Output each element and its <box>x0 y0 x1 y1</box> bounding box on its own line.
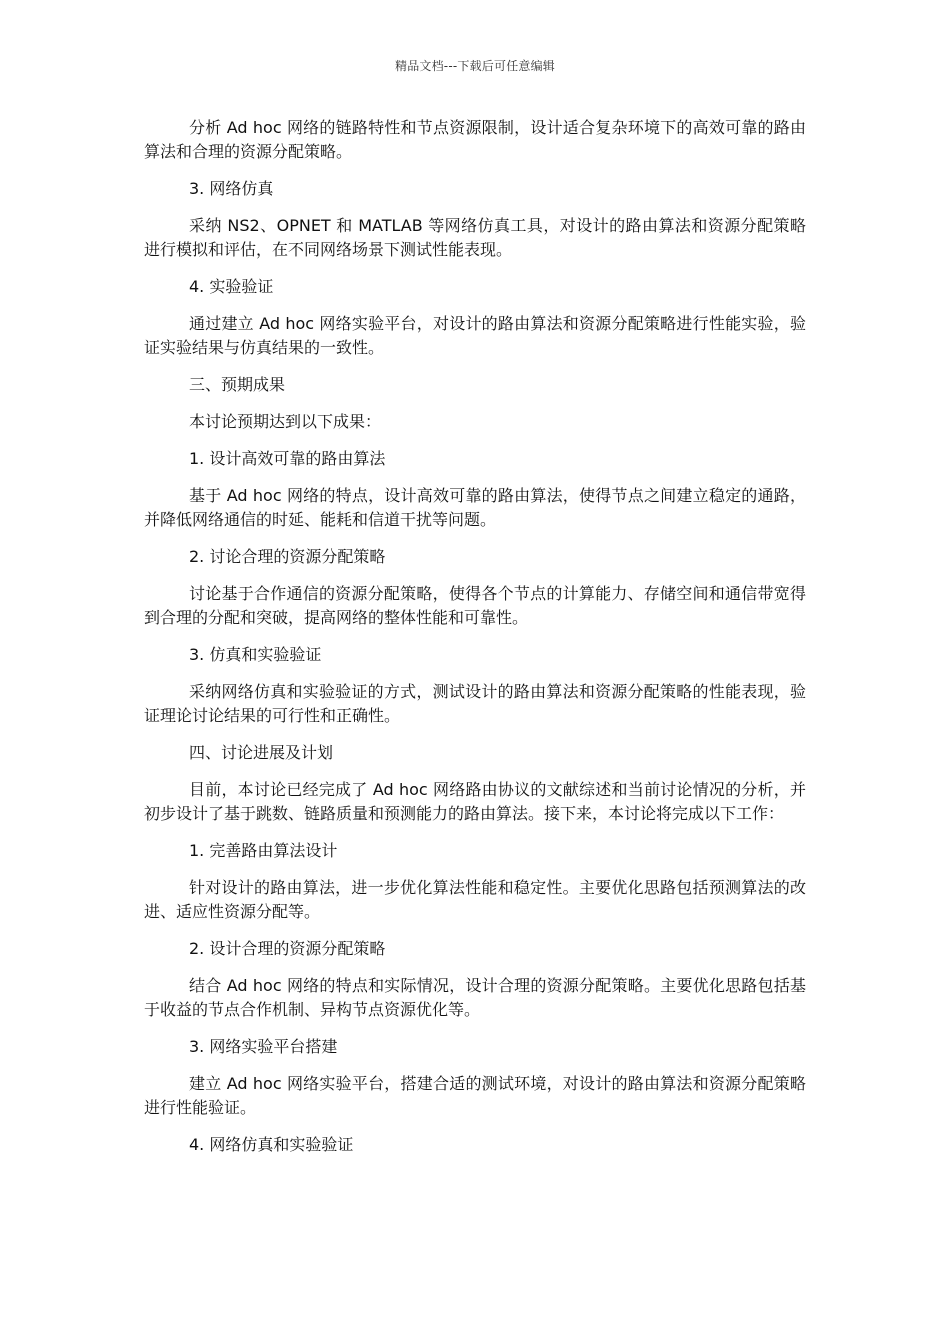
page-header: 精品文档---下载后可任意编辑 <box>395 59 555 73</box>
paragraph: 通过建立 Ad hoc 网络实验平台，对设计的路由算法和资源分配策略进行性能实验，验证实验结果与仿真结果的一致性。 <box>144 314 806 357</box>
paragraph: 采纳网络仿真和实验验证的方式，测试设计的路由算法和资源分配策略的性能表现，验证理论讨论结果的可行性和正确性。 <box>144 682 806 725</box>
section-heading: 4. 实验验证 <box>189 277 274 296</box>
section-heading: 2. 设计合理的资源分配策略 <box>189 939 386 958</box>
section-heading: 1. 设计高效可靠的路由算法 <box>189 449 386 468</box>
paragraph: 建立 Ad hoc 网络实验平台，搭建合适的测试环境，对设计的路由算法和资源分配策略进行性能验证。 <box>144 1074 806 1117</box>
paragraph: 结合 Ad hoc 网络的特点和实际情况，设计合理的资源分配策略。主要优化思路包括基于收益的节点合作机制、异构节点资源优化等。 <box>144 976 806 1019</box>
paragraph: 采纳 NS2、OPNET 和 MATLAB 等网络仿真工具，对设计的路由算法和资源分配策略进行模拟和评估，在不同网络场景下测试性能表现。 <box>144 216 806 259</box>
paragraph: 基于 Ad hoc 网络的特点，设计高效可靠的路由算法，使得节点之间建立稳定的通路，并降低网络通信的时延、能耗和信道干扰等问题。 <box>144 486 806 529</box>
paragraph: 分析 Ad hoc 网络的链路特性和节点资源限制，设计适合复杂环境下的高效可靠的路由算法和合理的资源分配策略。 <box>144 118 806 161</box>
paragraph: 目前，本讨论已经完成了 Ad hoc 网络路由协议的文献综述和当前讨论情况的分析，并初步设计了基于跳数、链路质量和预测能力的路由算法。接下来，本讨论将完成以下工作： <box>144 780 806 823</box>
section-heading: 1. 完善路由算法设计 <box>189 841 338 860</box>
chapter-heading: 四、讨论进展及计划 <box>189 743 334 762</box>
chapter-heading: 三、预期成果 <box>189 375 286 394</box>
document-body <box>144 116 806 1170</box>
paragraph: 讨论基于合作通信的资源分配策略，使得各个节点的计算能力、存储空间和通信带宽得到合理的分配和突破，提高网络的整体性能和可靠性。 <box>144 584 806 627</box>
intro-line: 本讨论预期达到以下成果： <box>189 412 382 431</box>
section-heading: 4. 网络仿真和实验验证 <box>189 1135 354 1154</box>
section-heading: 3. 仿真和实验验证 <box>189 645 322 664</box>
section-heading: 2. 讨论合理的资源分配策略 <box>189 547 386 566</box>
section-heading: 3. 网络实验平台搭建 <box>189 1037 338 1056</box>
section-heading: 3. 网络仿真 <box>189 179 274 198</box>
paragraph: 针对设计的路由算法，进一步优化算法性能和稳定性。主要优化思路包括预测算法的改进、适应性资源分配等。 <box>144 878 806 921</box>
